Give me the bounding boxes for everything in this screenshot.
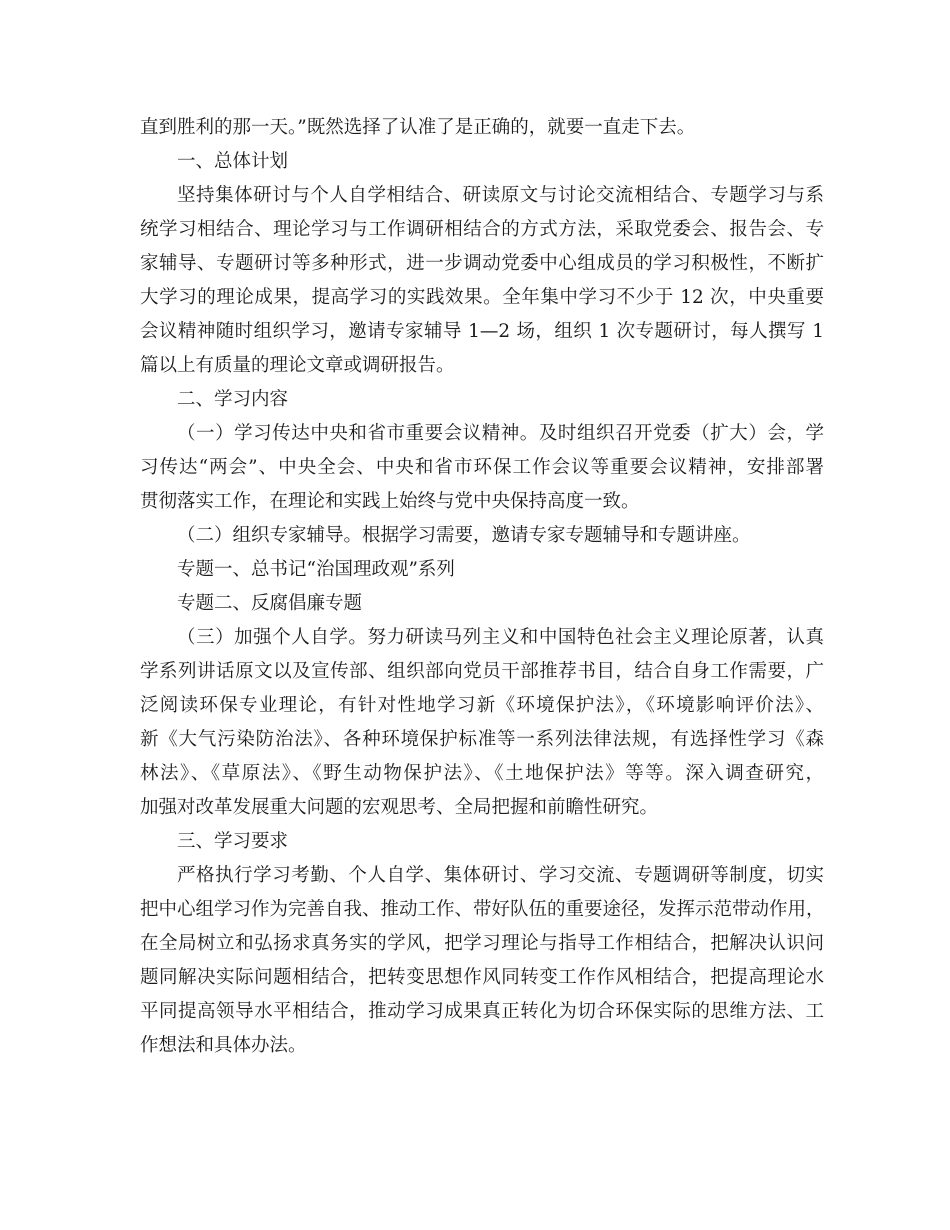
- section-line: 专题二、反腐倡廉专题: [177, 593, 363, 614]
- text-line: （三）加强个人自学。努力研读马列主义和中国特色社会主义理论原著，认真: [177, 627, 824, 648]
- text-line: 加强对改革发展重大问题的宏观思考、全局把握和前瞻性研究。: [140, 797, 659, 818]
- text-line: 直到胜利的那一天。”既然选择了认准了是正确的，就要一直走下去。: [140, 117, 696, 138]
- text-line: 习传达“两会”、中央全会、中央和省市环保工作会议等重要会议精神，安排部署: [140, 457, 824, 478]
- text-line: 学系列讲话原文以及宣传部、组织部向党员干部推荐书目，结合自身工作需要，广: [140, 661, 824, 682]
- text-line: 贯彻落实工作，在理论和实践上始终与党中央保持高度一致。: [140, 491, 640, 512]
- section-line: 专题一、总书记“治国理政观”系列: [177, 559, 455, 580]
- text-line: 严格执行学习考勤、个人自学、集体研讨、学习交流、专题调研等制度，切实: [177, 865, 824, 886]
- section-line: （二）组织专家辅导。根据学习需要，邀请专家专题辅导和专题讲座。: [177, 525, 751, 546]
- text-line: 坚持集体研讨与个人自学相结合、研读原文与讨论交流相结合、专题学习与系: [177, 185, 824, 206]
- document-body: [140, 111, 824, 1063]
- text-line: 篇以上有质量的理论文章或调研报告。: [140, 355, 455, 376]
- text-line: 家辅导、专题研讨等多种形式，进一步调动党委中心组成员的学习积极性，不断扩: [140, 253, 824, 274]
- text-line: 作想法和具体办法。: [140, 1035, 307, 1056]
- text-line: 平同提高领导水平相结合，推动学习成果真正转化为切合环保实际的思维方法、工: [140, 1001, 824, 1022]
- text-line: 泛阅读环保专业理论，有针对性地学习新《环境保护法》，《环境影响评价法》、: [140, 695, 824, 716]
- text-line: 统学习相结合、理论学习与工作调研相结合的方式方法，采取党委会、报告会、专: [140, 219, 824, 240]
- text-line: 在全局树立和弘扬求真务实的学风，把学习理论与指导工作相结合，把解决认识问: [140, 933, 824, 954]
- section-line: 二、学习内容: [177, 389, 289, 410]
- text-line: 题同解决实际问题相结合，把转变思想作风同转变工作作风相结合，把提高理论水: [140, 967, 824, 988]
- section-line: 一、总体计划: [177, 151, 289, 172]
- text-line: （一）学习传达中央和省市重要会议精神。及时组织召开党委（扩大）会，学: [177, 423, 824, 444]
- text-line: 大学习的理论成果，提高学习的实践效果。全年集中学习不少于 12 次，中央重要: [140, 287, 824, 308]
- text-line: 新《大气污染防治法》、各种环境保护标准等一系列法律法规，有选择性学习《森: [140, 729, 824, 750]
- text-line: 把中心组学习作为完善自我、推动工作、带好队伍的重要途径，发挥示范带动作用，: [140, 899, 825, 920]
- section-line: 三、学习要求: [177, 831, 289, 852]
- text-line: 会议精神随时组织学习，邀请专家辅导 1—2 场，组织 1 次专题研讨，每人撰写 1: [140, 321, 824, 342]
- text-line: 林法》、《草原法》、《野生动物保护法》、《土地保护法》等等。深入调查研究，: [140, 763, 824, 784]
